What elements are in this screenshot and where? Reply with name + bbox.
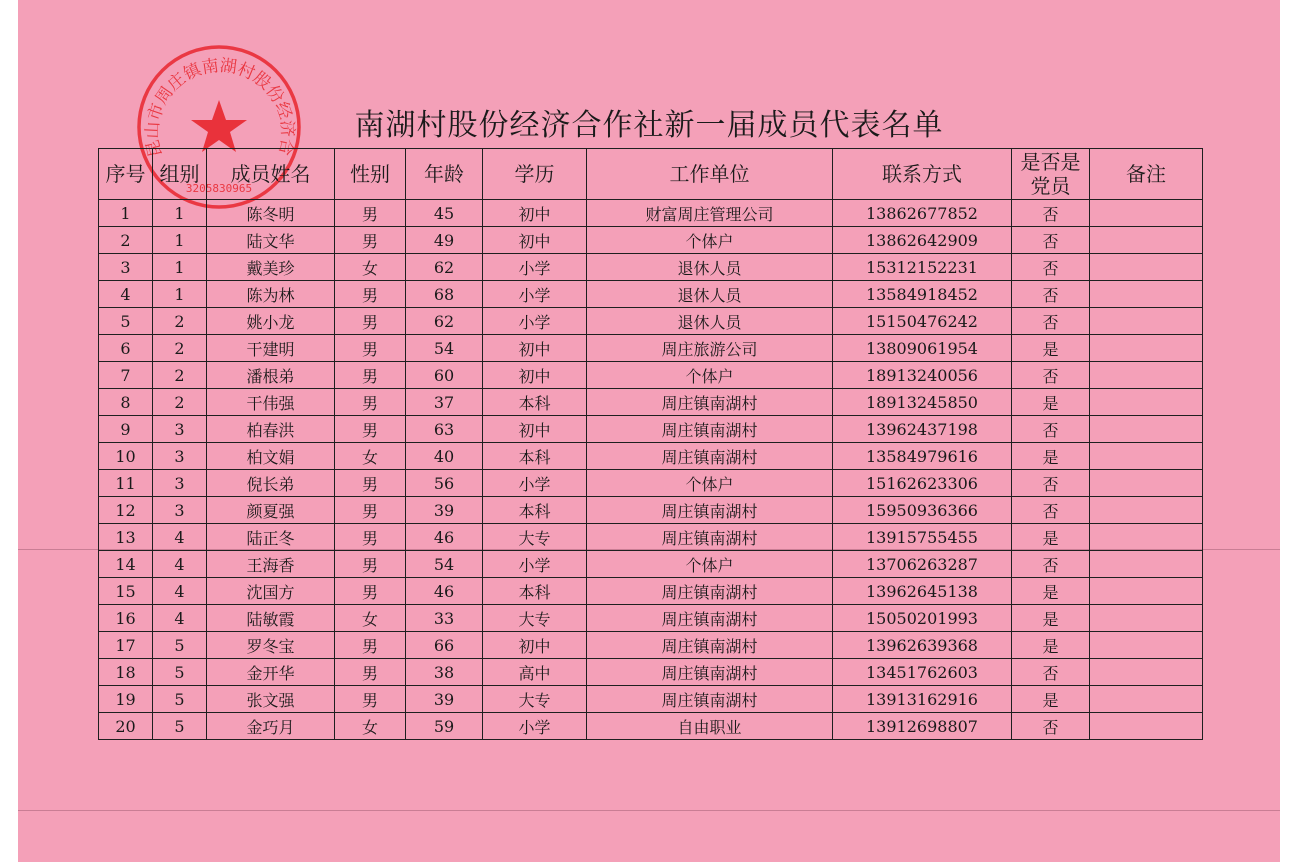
header-party-line2: 党员	[1030, 174, 1071, 198]
cell-name: 陆正冬	[207, 524, 335, 551]
cell-contact: 13915755455	[833, 524, 1012, 551]
cell-sex: 男	[335, 335, 406, 362]
cell-party-member: 否	[1012, 281, 1090, 308]
cell-education: 大专	[483, 524, 587, 551]
cell-name: 沈国方	[207, 578, 335, 605]
cell-sex: 男	[335, 524, 406, 551]
header-party-member	[1012, 149, 1090, 200]
cell-sex: 男	[335, 578, 406, 605]
cell-no: 3	[99, 254, 153, 281]
cell-workplace: 周庄镇南湖村	[587, 524, 833, 551]
cell-no: 15	[99, 578, 153, 605]
cell-party-member: 是	[1012, 443, 1090, 470]
cell-education: 大专	[483, 605, 587, 632]
cell-workplace: 周庄镇南湖村	[587, 686, 833, 713]
cell-name: 柏春洪	[207, 416, 335, 443]
cell-workplace: 退休人员	[587, 254, 833, 281]
header-name: 成员姓名	[207, 149, 335, 200]
cell-age: 68	[406, 281, 483, 308]
header-contact: 联系方式	[833, 149, 1012, 200]
cell-age: 54	[406, 551, 483, 578]
cell-party-member: 是	[1012, 389, 1090, 416]
cell-group: 5	[153, 713, 207, 740]
cell-sex: 女	[335, 713, 406, 740]
cell-workplace: 个体户	[587, 551, 833, 578]
cell-note	[1090, 362, 1203, 389]
cell-education: 本科	[483, 443, 587, 470]
cell-note	[1090, 713, 1203, 740]
cell-education: 初中	[483, 632, 587, 659]
cell-education: 初中	[483, 200, 587, 227]
cell-workplace: 周庄旅游公司	[587, 335, 833, 362]
cell-group: 5	[153, 659, 207, 686]
cell-party-member: 否	[1012, 227, 1090, 254]
cell-no: 8	[99, 389, 153, 416]
cell-no: 4	[99, 281, 153, 308]
cell-note	[1090, 200, 1203, 227]
cell-age: 39	[406, 686, 483, 713]
table-row	[99, 362, 1203, 389]
cell-no: 12	[99, 497, 153, 524]
cell-note	[1090, 254, 1203, 281]
cell-sex: 男	[335, 659, 406, 686]
cell-party-member: 否	[1012, 551, 1090, 578]
cell-age: 45	[406, 200, 483, 227]
cell-education: 本科	[483, 389, 587, 416]
cell-party-member: 是	[1012, 578, 1090, 605]
cell-group: 2	[153, 335, 207, 362]
cell-party-member: 是	[1012, 335, 1090, 362]
cell-group: 3	[153, 416, 207, 443]
cell-group: 1	[153, 254, 207, 281]
cell-age: 62	[406, 308, 483, 335]
cell-age: 66	[406, 632, 483, 659]
table-row	[99, 443, 1203, 470]
cell-contact: 13962639368	[833, 632, 1012, 659]
cell-party-member: 否	[1012, 362, 1090, 389]
cell-group: 2	[153, 308, 207, 335]
cell-sex: 男	[335, 389, 406, 416]
cell-education: 本科	[483, 578, 587, 605]
cell-workplace: 周庄镇南湖村	[587, 578, 833, 605]
cell-sex: 男	[335, 281, 406, 308]
cell-age: 59	[406, 713, 483, 740]
header-age: 年龄	[406, 149, 483, 200]
cell-sex: 女	[335, 605, 406, 632]
cell-no: 16	[99, 605, 153, 632]
cell-no: 6	[99, 335, 153, 362]
cell-no: 2	[99, 227, 153, 254]
table-header-row	[99, 149, 1203, 200]
table-row	[99, 551, 1203, 578]
cell-party-member: 否	[1012, 659, 1090, 686]
cell-note	[1090, 686, 1203, 713]
cell-education: 小学	[483, 281, 587, 308]
cell-note	[1090, 632, 1203, 659]
cell-workplace: 退休人员	[587, 281, 833, 308]
cell-contact: 15162623306	[833, 470, 1012, 497]
cell-name: 金开华	[207, 659, 335, 686]
cell-workplace: 退休人员	[587, 308, 833, 335]
cell-education: 本科	[483, 497, 587, 524]
table-row	[99, 281, 1203, 308]
cell-sex: 男	[335, 227, 406, 254]
cell-note	[1090, 416, 1203, 443]
cell-note	[1090, 335, 1203, 362]
cell-note	[1090, 605, 1203, 632]
table-row	[99, 227, 1203, 254]
cell-education: 高中	[483, 659, 587, 686]
cell-party-member: 否	[1012, 497, 1090, 524]
cell-note	[1090, 524, 1203, 551]
cell-education: 初中	[483, 362, 587, 389]
table-row	[99, 605, 1203, 632]
cell-contact: 18913245850	[833, 389, 1012, 416]
table-row	[99, 308, 1203, 335]
cell-group: 5	[153, 632, 207, 659]
cell-name: 金巧月	[207, 713, 335, 740]
cell-group: 3	[153, 443, 207, 470]
table-row	[99, 632, 1203, 659]
cell-contact: 18913240056	[833, 362, 1012, 389]
cell-name: 陈为林	[207, 281, 335, 308]
cell-education: 大专	[483, 686, 587, 713]
cell-no: 9	[99, 416, 153, 443]
cell-party-member: 是	[1012, 524, 1090, 551]
cell-note	[1090, 578, 1203, 605]
cell-group: 1	[153, 200, 207, 227]
header-education: 学历	[483, 149, 587, 200]
cell-contact: 15050201993	[833, 605, 1012, 632]
table-row	[99, 416, 1203, 443]
table-row	[99, 659, 1203, 686]
cell-name: 干建明	[207, 335, 335, 362]
cell-group: 4	[153, 578, 207, 605]
cell-contact: 13862642909	[833, 227, 1012, 254]
cell-age: 46	[406, 578, 483, 605]
cell-education: 初中	[483, 335, 587, 362]
cell-no: 10	[99, 443, 153, 470]
cell-education: 小学	[483, 308, 587, 335]
cell-contact: 13912698807	[833, 713, 1012, 740]
cell-workplace: 个体户	[587, 470, 833, 497]
cell-no: 17	[99, 632, 153, 659]
table-row	[99, 254, 1203, 281]
cell-age: 60	[406, 362, 483, 389]
cell-sex: 女	[335, 443, 406, 470]
cell-party-member: 否	[1012, 200, 1090, 227]
table-row	[99, 713, 1203, 740]
cell-education: 初中	[483, 416, 587, 443]
cell-sex: 男	[335, 470, 406, 497]
cell-no: 1	[99, 200, 153, 227]
cell-workplace: 财富周庄管理公司	[587, 200, 833, 227]
header-note: 备注	[1090, 149, 1203, 200]
cell-education: 小学	[483, 551, 587, 578]
cell-group: 3	[153, 497, 207, 524]
cell-contact: 13862677852	[833, 200, 1012, 227]
header-party-line1: 是否是	[1020, 150, 1081, 174]
cell-education: 小学	[483, 713, 587, 740]
cell-no: 11	[99, 470, 153, 497]
header-workplace: 工作单位	[587, 149, 833, 200]
fold-line	[18, 810, 1280, 811]
cell-name: 姚小龙	[207, 308, 335, 335]
cell-no: 20	[99, 713, 153, 740]
cell-party-member: 否	[1012, 713, 1090, 740]
cell-age: 37	[406, 389, 483, 416]
cell-age: 49	[406, 227, 483, 254]
cell-workplace: 周庄镇南湖村	[587, 605, 833, 632]
cell-sex: 男	[335, 497, 406, 524]
cell-party-member: 是	[1012, 632, 1090, 659]
cell-contact: 13451762603	[833, 659, 1012, 686]
cell-contact: 13913162916	[833, 686, 1012, 713]
member-roster-table	[98, 148, 1203, 740]
cell-no: 18	[99, 659, 153, 686]
cell-group: 4	[153, 524, 207, 551]
cell-party-member: 否	[1012, 416, 1090, 443]
cell-group: 2	[153, 362, 207, 389]
document-page	[18, 0, 1280, 862]
table-row	[99, 335, 1203, 362]
cell-note	[1090, 227, 1203, 254]
cell-age: 46	[406, 524, 483, 551]
cell-contact: 13584979616	[833, 443, 1012, 470]
cell-age: 56	[406, 470, 483, 497]
cell-workplace: 周庄镇南湖村	[587, 389, 833, 416]
header-no: 序号	[99, 149, 153, 200]
cell-group: 1	[153, 227, 207, 254]
cell-sex: 男	[335, 632, 406, 659]
cell-education: 小学	[483, 470, 587, 497]
table-row	[99, 497, 1203, 524]
cell-workplace: 周庄镇南湖村	[587, 443, 833, 470]
cell-group: 2	[153, 389, 207, 416]
cell-group: 4	[153, 605, 207, 632]
table-row	[99, 470, 1203, 497]
cell-name: 戴美珍	[207, 254, 335, 281]
table-row	[99, 686, 1203, 713]
cell-note	[1090, 497, 1203, 524]
cell-sex: 男	[335, 551, 406, 578]
seal-number: 3205830965	[185, 182, 253, 195]
cell-education: 初中	[483, 227, 587, 254]
cell-party-member: 是	[1012, 686, 1090, 713]
header-sex: 性别	[335, 149, 406, 200]
cell-sex: 男	[335, 308, 406, 335]
cell-group: 5	[153, 686, 207, 713]
cell-workplace: 周庄镇南湖村	[587, 632, 833, 659]
header-group: 组别	[153, 149, 207, 200]
cell-workplace: 周庄镇南湖村	[587, 497, 833, 524]
cell-workplace: 个体户	[587, 227, 833, 254]
cell-no: 19	[99, 686, 153, 713]
cell-age: 38	[406, 659, 483, 686]
cell-no: 7	[99, 362, 153, 389]
cell-name: 柏文娟	[207, 443, 335, 470]
cell-age: 40	[406, 443, 483, 470]
cell-name: 潘根弟	[207, 362, 335, 389]
cell-note	[1090, 470, 1203, 497]
cell-name: 王海香	[207, 551, 335, 578]
cell-age: 39	[406, 497, 483, 524]
table-row	[99, 200, 1203, 227]
cell-contact: 13809061954	[833, 335, 1012, 362]
cell-note	[1090, 551, 1203, 578]
cell-party-member: 是	[1012, 605, 1090, 632]
cell-workplace: 自由职业	[587, 713, 833, 740]
cell-party-member: 否	[1012, 254, 1090, 281]
cell-contact: 15150476242	[833, 308, 1012, 335]
seal-ring-text: 昆山市周庄镇南湖村股份经济合	[142, 55, 298, 159]
cell-name: 倪长弟	[207, 470, 335, 497]
cell-education: 小学	[483, 254, 587, 281]
cell-party-member: 否	[1012, 308, 1090, 335]
cell-sex: 男	[335, 686, 406, 713]
cell-contact: 13584918452	[833, 281, 1012, 308]
cell-party-member: 否	[1012, 470, 1090, 497]
cell-name: 罗冬宝	[207, 632, 335, 659]
document-title: 南湖村股份经济合作社新一届成员代表名单	[354, 108, 944, 143]
cell-contact: 13962645138	[833, 578, 1012, 605]
cell-sex: 男	[335, 416, 406, 443]
cell-contact: 15950936366	[833, 497, 1012, 524]
cell-name: 陈冬明	[207, 200, 335, 227]
cell-contact: 13706263287	[833, 551, 1012, 578]
table-row	[99, 524, 1203, 551]
cell-no: 13	[99, 524, 153, 551]
cell-workplace: 个体户	[587, 362, 833, 389]
cell-note	[1090, 443, 1203, 470]
cell-sex: 女	[335, 254, 406, 281]
cell-workplace: 周庄镇南湖村	[587, 416, 833, 443]
cell-age: 63	[406, 416, 483, 443]
cell-age: 62	[406, 254, 483, 281]
cell-workplace: 周庄镇南湖村	[587, 659, 833, 686]
cell-contact: 15312152231	[833, 254, 1012, 281]
cell-no: 14	[99, 551, 153, 578]
cell-note	[1090, 659, 1203, 686]
cell-note	[1090, 308, 1203, 335]
table-row	[99, 389, 1203, 416]
cell-age: 54	[406, 335, 483, 362]
cell-age: 33	[406, 605, 483, 632]
cell-name: 陆文华	[207, 227, 335, 254]
cell-sex: 男	[335, 200, 406, 227]
cell-group: 3	[153, 470, 207, 497]
cell-no: 5	[99, 308, 153, 335]
cell-group: 4	[153, 551, 207, 578]
cell-name: 张文强	[207, 686, 335, 713]
cell-name: 颜夏强	[207, 497, 335, 524]
cell-group: 1	[153, 281, 207, 308]
cell-note	[1090, 389, 1203, 416]
cell-name: 陆敏霞	[207, 605, 335, 632]
cell-contact: 13962437198	[833, 416, 1012, 443]
cell-name: 干伟强	[207, 389, 335, 416]
cell-sex: 男	[335, 362, 406, 389]
cell-note	[1090, 281, 1203, 308]
table-row	[99, 578, 1203, 605]
